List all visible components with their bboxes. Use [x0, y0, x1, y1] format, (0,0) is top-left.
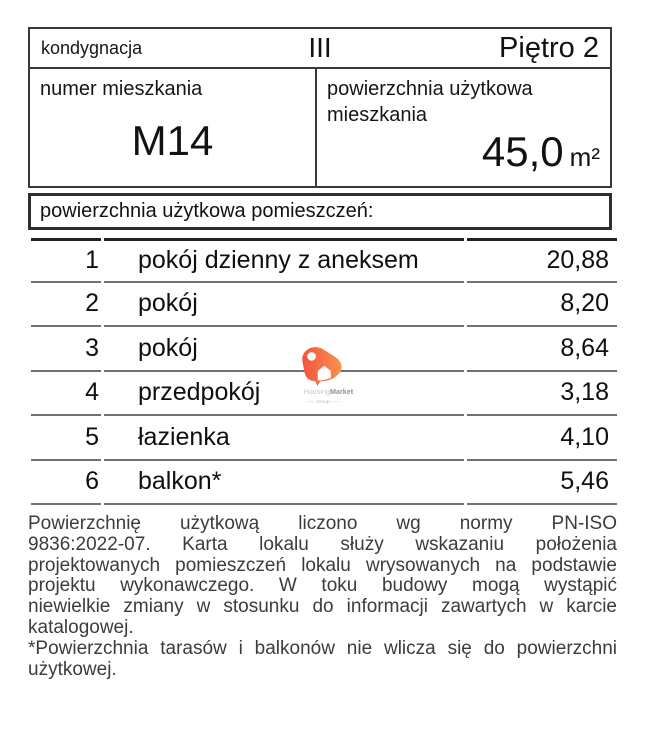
room-area: 8,20	[467, 283, 617, 328]
room-number: 1	[31, 238, 101, 283]
room-number: 3	[31, 327, 101, 372]
table-row	[31, 283, 617, 328]
usable-area-cell	[317, 69, 610, 186]
footnote-line: użytkowej.	[28, 658, 117, 680]
footnote	[28, 514, 617, 680]
left-dash	[307, 401, 315, 402]
room-name: przedpokój	[104, 372, 464, 417]
footnote-line: Powierzchnię użytkową liczono wg normy PN-ISO	[28, 513, 617, 534]
brand-market: Market	[329, 388, 354, 396]
price-tag-icon	[300, 346, 347, 386]
room-name: pokój	[104, 327, 464, 372]
area-number: 45,0	[481, 128, 564, 175]
room-number: 5	[31, 416, 101, 461]
header-table	[28, 27, 612, 188]
unit-row	[30, 69, 610, 186]
room-area: 20,88	[467, 238, 617, 283]
usable-area-label: powierzchnia użytkowa mieszkania	[327, 78, 533, 126]
brand-text	[303, 388, 354, 396]
table-row	[31, 461, 617, 506]
room-area: 4,10	[467, 416, 617, 461]
unit-number-cell	[30, 69, 317, 186]
room-number: 6	[31, 461, 101, 506]
footnote-line: katalogowej.	[28, 616, 134, 638]
brand-housing: Housing	[303, 388, 330, 396]
footnote-line: *Powierzchnia tarasów i balkonów nie wlicza się do powierzchni	[28, 637, 617, 659]
room-name: pokój dzienny z aneksem	[104, 238, 464, 283]
brand-group: Group	[316, 399, 330, 405]
table-row	[31, 238, 617, 283]
area-unit: m²	[569, 142, 600, 172]
room-number: 2	[31, 283, 101, 328]
floor-roman-numeral: III	[308, 32, 332, 63]
rooms-section-title: powierzchnia użytkowa pomieszczeń:	[40, 200, 374, 222]
floor-row	[30, 29, 610, 69]
unit-number-label: numer mieszkania	[40, 78, 203, 100]
rooms-section-header	[28, 193, 612, 230]
room-name: łazienka	[104, 416, 464, 461]
brand-subtext-row	[307, 399, 339, 404]
room-number: 4	[31, 372, 101, 417]
room-area: 5,46	[467, 461, 617, 506]
usable-area-value	[482, 128, 600, 186]
housingmarket-watermark	[296, 346, 354, 408]
right-dash	[331, 401, 339, 402]
table-row	[31, 416, 617, 461]
floor-name: Piętro 2	[499, 31, 599, 64]
footnote-line: 9836:2022-07. Karta lokalu służy wskazaniu położenia	[28, 533, 617, 555]
floor-label: kondygnacja	[41, 37, 143, 58]
room-area: 8,64	[467, 327, 617, 372]
footnote-line: projektowanych pomieszczeń lokalu wrysowanych na podstawie	[28, 554, 617, 576]
room-name: balkon*	[104, 461, 464, 506]
footnote-line: niewielkie zmiany w stosunku do informacji zawartych w karcie	[28, 596, 617, 618]
footnote-line: projektu wykonawczego. W toku budowy mogą wystąpić	[28, 575, 617, 597]
room-area: 3,18	[467, 372, 617, 417]
room-name: pokój	[104, 283, 464, 328]
unit-number-value: M14	[131, 117, 214, 164]
